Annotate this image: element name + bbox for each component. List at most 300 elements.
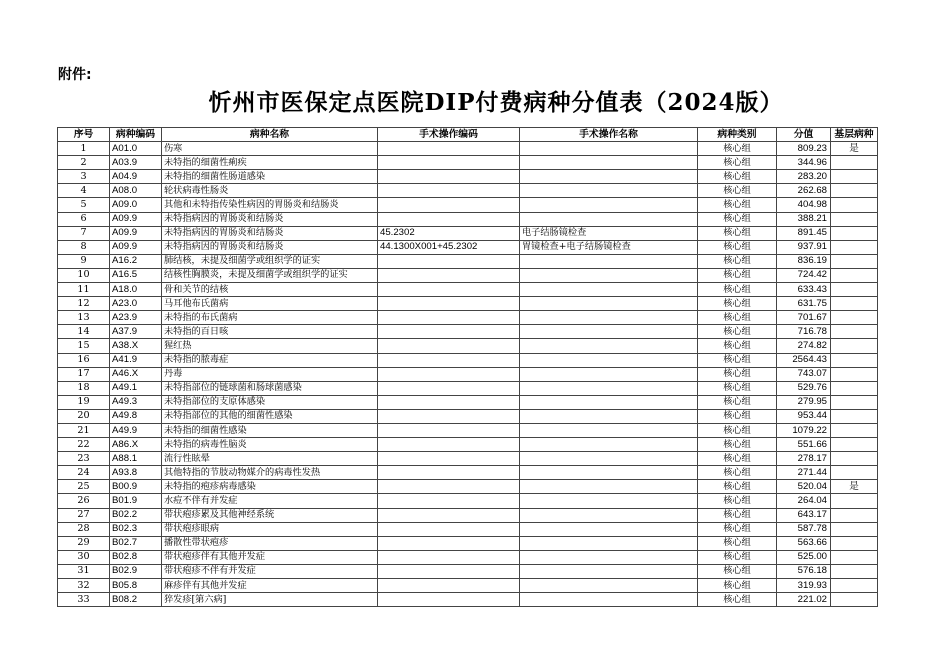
- cell-basic: [831, 283, 878, 297]
- cell-basic: [831, 409, 878, 423]
- cell-disease-name: 水痘不伴有并发症: [162, 494, 378, 508]
- cell-no: 24: [58, 466, 110, 480]
- cell-no: 32: [58, 579, 110, 593]
- cell-basic: [831, 297, 878, 311]
- cell-score: 701.67: [777, 311, 831, 325]
- cell-score: 953.44: [777, 409, 831, 423]
- table-row: [58, 254, 878, 268]
- cell-basic: 是: [831, 142, 878, 156]
- cell-basic: [831, 170, 878, 184]
- cell-op-name: [520, 142, 698, 156]
- cell-no: 20: [58, 409, 110, 423]
- cell-op-name: [520, 268, 698, 282]
- cell-disease-name: 其他和未特指传染性病因的胃肠炎和结肠炎: [162, 198, 378, 212]
- cell-score: 937.91: [777, 240, 831, 254]
- cell-disease-name: 未特指的脓毒症: [162, 353, 378, 367]
- cell-op-name: [520, 564, 698, 578]
- cell-op-code: [378, 325, 520, 339]
- cell-basic: [831, 494, 878, 508]
- cell-disease-code: B05.8: [110, 579, 162, 593]
- col-header-no: 序号: [58, 128, 110, 142]
- cell-category: 核心组: [698, 170, 777, 184]
- cell-op-code: [378, 212, 520, 226]
- cell-score: 633.43: [777, 283, 831, 297]
- cell-basic: [831, 381, 878, 395]
- table-row: [58, 423, 878, 437]
- cell-disease-name: 肺结核，未提及细菌学或组织学的证实: [162, 254, 378, 268]
- cell-category: 核心组: [698, 212, 777, 226]
- cell-category: 核心组: [698, 283, 777, 297]
- cell-score: 278.17: [777, 452, 831, 466]
- cell-disease-name: 伤寒: [162, 142, 378, 156]
- cell-op-code: [378, 593, 520, 607]
- cell-score: 404.98: [777, 198, 831, 212]
- cell-disease-code: A09.9: [110, 226, 162, 240]
- cell-basic: [831, 212, 878, 226]
- table-row: [58, 579, 878, 593]
- cell-op-code: [378, 311, 520, 325]
- cell-no: 14: [58, 325, 110, 339]
- cell-disease-name: 未特指病因的胃肠炎和结肠炎: [162, 240, 378, 254]
- cell-disease-code: A09.9: [110, 212, 162, 226]
- cell-score: 587.78: [777, 522, 831, 536]
- cell-disease-name: 猝发疹[第六病]: [162, 593, 378, 607]
- cell-op-code: [378, 198, 520, 212]
- cell-disease-code: A23.9: [110, 311, 162, 325]
- cell-basic: [831, 395, 878, 409]
- cell-no: 25: [58, 480, 110, 494]
- cell-no: 18: [58, 381, 110, 395]
- table-row: [58, 226, 878, 240]
- cell-op-code: [378, 381, 520, 395]
- cell-disease-name: 结核性胸膜炎，未提及细菌学或组织学的证实: [162, 268, 378, 282]
- document-title: 忻州市医保定点医院DIP付费病种分值表（2024版）: [208, 89, 784, 116]
- cell-no: 30: [58, 550, 110, 564]
- cell-disease-code: B00.9: [110, 480, 162, 494]
- table-row: [58, 198, 878, 212]
- cell-op-name: [520, 466, 698, 480]
- cell-category: 核心组: [698, 522, 777, 536]
- cell-category: 核心组: [698, 564, 777, 578]
- cell-disease-code: A23.0: [110, 297, 162, 311]
- cell-basic: [831, 339, 878, 353]
- cell-no: 33: [58, 593, 110, 607]
- table-row: [58, 395, 878, 409]
- cell-score: 344.96: [777, 156, 831, 170]
- cell-op-name: [520, 579, 698, 593]
- cell-category: 核心组: [698, 268, 777, 282]
- cell-no: 22: [58, 438, 110, 452]
- cell-score: 274.82: [777, 339, 831, 353]
- cell-score: 576.18: [777, 564, 831, 578]
- cell-disease-name: 未特指病因的胃肠炎和结肠炎: [162, 212, 378, 226]
- cell-score: 529.76: [777, 381, 831, 395]
- cell-score: 563.66: [777, 536, 831, 550]
- table-header-row: [58, 128, 878, 142]
- cell-disease-name: 未特指的疱疹病毒感染: [162, 480, 378, 494]
- col-header-score: 分值: [777, 128, 831, 142]
- cell-op-name: [520, 395, 698, 409]
- cell-disease-code: A16.2: [110, 254, 162, 268]
- cell-basic: [831, 423, 878, 437]
- cell-disease-name: 带状疱疹眼病: [162, 522, 378, 536]
- cell-disease-name: 未特指病因的胃肠炎和结肠炎: [162, 226, 378, 240]
- cell-disease-name: 带状疱疹累及其他神经系统: [162, 508, 378, 522]
- cell-score: 809.23: [777, 142, 831, 156]
- cell-basic: [831, 522, 878, 536]
- cell-category: 核心组: [698, 466, 777, 480]
- cell-op-name: [520, 311, 698, 325]
- cell-category: 核心组: [698, 395, 777, 409]
- cell-disease-name: 未特指部位的链球菌和肠球菌感染: [162, 381, 378, 395]
- cell-score: 716.78: [777, 325, 831, 339]
- cell-op-code: [378, 452, 520, 466]
- cell-no: 4: [58, 184, 110, 198]
- table-row: [58, 466, 878, 480]
- cell-op-code: [378, 522, 520, 536]
- cell-no: 16: [58, 353, 110, 367]
- cell-op-code: [378, 579, 520, 593]
- cell-score: 1079.22: [777, 423, 831, 437]
- cell-disease-name: 丹毒: [162, 367, 378, 381]
- cell-category: 核心组: [698, 184, 777, 198]
- cell-op-name: [520, 325, 698, 339]
- cell-op-code: 44.1300X001+45.2302: [378, 240, 520, 254]
- cell-basic: [831, 254, 878, 268]
- cell-score: 551.66: [777, 438, 831, 452]
- cell-no: 11: [58, 283, 110, 297]
- cell-disease-code: B02.8: [110, 550, 162, 564]
- cell-score: 388.21: [777, 212, 831, 226]
- cell-no: 13: [58, 311, 110, 325]
- cell-no: 7: [58, 226, 110, 240]
- cell-op-name: [520, 494, 698, 508]
- col-header-name: 病种名称: [162, 128, 378, 142]
- cell-op-name: [520, 508, 698, 522]
- cell-op-code: [378, 268, 520, 282]
- table-row: [58, 184, 878, 198]
- cell-disease-code: A49.9: [110, 423, 162, 437]
- cell-no: 19: [58, 395, 110, 409]
- cell-score: 743.07: [777, 367, 831, 381]
- cell-basic: [831, 240, 878, 254]
- cell-category: 核心组: [698, 198, 777, 212]
- cell-op-name: [520, 409, 698, 423]
- cell-disease-code: B08.2: [110, 593, 162, 607]
- cell-op-code: [378, 494, 520, 508]
- cell-op-code: [378, 409, 520, 423]
- cell-basic: 是: [831, 480, 878, 494]
- col-header-op-code: 手术操作编码: [378, 128, 520, 142]
- cell-category: 核心组: [698, 550, 777, 564]
- cell-score: 836.19: [777, 254, 831, 268]
- cell-disease-name: 骨和关节的结核: [162, 283, 378, 297]
- cell-op-name: [520, 367, 698, 381]
- cell-no: 3: [58, 170, 110, 184]
- cell-no: 26: [58, 494, 110, 508]
- cell-op-name: [520, 184, 698, 198]
- table-row: [58, 283, 878, 297]
- cell-op-code: 45.2302: [378, 226, 520, 240]
- cell-no: 9: [58, 254, 110, 268]
- cell-score: 525.00: [777, 550, 831, 564]
- cell-disease-name: 未特指部位的其他的细菌性感染: [162, 409, 378, 423]
- cell-op-code: [378, 254, 520, 268]
- table-row: [58, 311, 878, 325]
- cell-basic: [831, 311, 878, 325]
- cell-disease-code: A37.9: [110, 325, 162, 339]
- cell-category: 核心组: [698, 339, 777, 353]
- cell-op-name: [520, 423, 698, 437]
- cell-category: 核心组: [698, 579, 777, 593]
- cell-category: 核心组: [698, 480, 777, 494]
- cell-no: 28: [58, 522, 110, 536]
- cell-no: 29: [58, 536, 110, 550]
- cell-disease-name: 带状疱疹不伴有并发症: [162, 564, 378, 578]
- table-row: [58, 536, 878, 550]
- cell-op-name: [520, 212, 698, 226]
- cell-op-name: [520, 297, 698, 311]
- table-row: [58, 550, 878, 564]
- cell-disease-code: A49.3: [110, 395, 162, 409]
- attachment-label: 附件:: [58, 67, 92, 83]
- col-header-code: 病种编码: [110, 128, 162, 142]
- cell-disease-code: A01.0: [110, 142, 162, 156]
- cell-basic: [831, 156, 878, 170]
- cell-category: 核心组: [698, 156, 777, 170]
- table-row: [58, 522, 878, 536]
- cell-op-code: [378, 423, 520, 437]
- cell-op-name: [520, 550, 698, 564]
- cell-disease-name: 猩红热: [162, 339, 378, 353]
- cell-basic: [831, 536, 878, 550]
- cell-category: 核心组: [698, 452, 777, 466]
- cell-category: 核心组: [698, 226, 777, 240]
- cell-disease-code: A38.X: [110, 339, 162, 353]
- cell-disease-name: 播散性带状疱疹: [162, 536, 378, 550]
- cell-disease-code: A93.8: [110, 466, 162, 480]
- cell-basic: [831, 564, 878, 578]
- cell-disease-code: A09.9: [110, 240, 162, 254]
- cell-no: 15: [58, 339, 110, 353]
- table-row: [58, 564, 878, 578]
- cell-score: 891.45: [777, 226, 831, 240]
- cell-basic: [831, 508, 878, 522]
- cell-op-code: [378, 550, 520, 564]
- cell-disease-code: B01.9: [110, 494, 162, 508]
- cell-op-name: 胃镜检查+电子结肠镜检查: [520, 240, 698, 254]
- cell-no: 2: [58, 156, 110, 170]
- cell-disease-code: A88.1: [110, 452, 162, 466]
- cell-op-code: [378, 184, 520, 198]
- cell-basic: [831, 452, 878, 466]
- cell-score: 724.42: [777, 268, 831, 282]
- cell-op-code: [378, 142, 520, 156]
- cell-basic: [831, 184, 878, 198]
- cell-op-code: [378, 480, 520, 494]
- cell-basic: [831, 268, 878, 282]
- table-row: [58, 494, 878, 508]
- cell-no: 6: [58, 212, 110, 226]
- cell-disease-code: B02.9: [110, 564, 162, 578]
- table-row: [58, 367, 878, 381]
- cell-category: 核心组: [698, 353, 777, 367]
- cell-disease-name: 带状疱疹伴有其他并发症: [162, 550, 378, 564]
- cell-op-name: [520, 480, 698, 494]
- cell-disease-code: A04.9: [110, 170, 162, 184]
- cell-category: 核心组: [698, 325, 777, 339]
- cell-op-code: [378, 339, 520, 353]
- cell-disease-name: 未特指部位的支原体感染: [162, 395, 378, 409]
- cell-disease-code: A08.0: [110, 184, 162, 198]
- cell-category: 核心组: [698, 381, 777, 395]
- cell-score: 221.02: [777, 593, 831, 607]
- cell-disease-name: 未特指的病毒性脑炎: [162, 438, 378, 452]
- cell-score: 264.04: [777, 494, 831, 508]
- table-row: [58, 339, 878, 353]
- table-row: [58, 452, 878, 466]
- table-row: [58, 170, 878, 184]
- cell-no: 10: [58, 268, 110, 282]
- cell-op-code: [378, 466, 520, 480]
- table-row: [58, 212, 878, 226]
- table-row: [58, 593, 878, 607]
- table-row: [58, 325, 878, 339]
- cell-op-code: [378, 170, 520, 184]
- cell-score: 279.95: [777, 395, 831, 409]
- table-row: [58, 438, 878, 452]
- cell-no: 27: [58, 508, 110, 522]
- cell-score: 319.93: [777, 579, 831, 593]
- dip-score-table: [57, 127, 878, 607]
- cell-op-name: [520, 283, 698, 297]
- cell-basic: [831, 353, 878, 367]
- cell-basic: [831, 550, 878, 564]
- cell-category: 核心组: [698, 593, 777, 607]
- cell-op-name: [520, 522, 698, 536]
- cell-basic: [831, 226, 878, 240]
- cell-disease-code: A46.X: [110, 367, 162, 381]
- cell-op-code: [378, 156, 520, 170]
- cell-category: 核心组: [698, 240, 777, 254]
- table-row: [58, 240, 878, 254]
- cell-disease-code: A03.9: [110, 156, 162, 170]
- cell-category: 核心组: [698, 494, 777, 508]
- cell-op-name: [520, 438, 698, 452]
- cell-op-name: [520, 593, 698, 607]
- table-body: [58, 142, 878, 607]
- cell-op-code: [378, 564, 520, 578]
- cell-disease-name: 未特指的细菌性感染: [162, 423, 378, 437]
- cell-op-code: [378, 395, 520, 409]
- cell-disease-code: B02.7: [110, 536, 162, 550]
- table-row: [58, 508, 878, 522]
- cell-basic: [831, 325, 878, 339]
- table-row: [58, 142, 878, 156]
- cell-disease-name: 未特指的百日咳: [162, 325, 378, 339]
- cell-disease-code: A86.X: [110, 438, 162, 452]
- cell-op-name: [520, 536, 698, 550]
- cell-category: 核心组: [698, 254, 777, 268]
- cell-disease-name: 其他特指的节肢动物媒介的病毒性发热: [162, 466, 378, 480]
- cell-no: 17: [58, 367, 110, 381]
- cell-no: 1: [58, 142, 110, 156]
- cell-basic: [831, 367, 878, 381]
- cell-op-code: [378, 536, 520, 550]
- cell-basic: [831, 198, 878, 212]
- cell-basic: [831, 579, 878, 593]
- col-header-op-name: 手术操作名称: [520, 128, 698, 142]
- cell-score: 631.75: [777, 297, 831, 311]
- table-row: [58, 480, 878, 494]
- cell-no: 8: [58, 240, 110, 254]
- cell-disease-code: B02.2: [110, 508, 162, 522]
- cell-disease-code: A18.0: [110, 283, 162, 297]
- table-row: [58, 353, 878, 367]
- cell-op-name: [520, 156, 698, 170]
- cell-category: 核心组: [698, 438, 777, 452]
- cell-op-name: [520, 381, 698, 395]
- cell-score: 520.04: [777, 480, 831, 494]
- cell-no: 23: [58, 452, 110, 466]
- cell-no: 12: [58, 297, 110, 311]
- cell-score: 271.44: [777, 466, 831, 480]
- cell-no: 5: [58, 198, 110, 212]
- cell-op-code: [378, 297, 520, 311]
- cell-disease-code: A41.9: [110, 353, 162, 367]
- cell-category: 核心组: [698, 297, 777, 311]
- cell-op-code: [378, 367, 520, 381]
- cell-op-code: [378, 283, 520, 297]
- cell-no: 31: [58, 564, 110, 578]
- cell-score: 643.17: [777, 508, 831, 522]
- cell-score: 262.68: [777, 184, 831, 198]
- cell-disease-name: 麻疹伴有其他并发症: [162, 579, 378, 593]
- cell-op-name: [520, 170, 698, 184]
- cell-category: 核心组: [698, 142, 777, 156]
- cell-op-code: [378, 508, 520, 522]
- table-row: [58, 268, 878, 282]
- cell-op-name: 电子结肠镜检查: [520, 226, 698, 240]
- cell-disease-name: 未特指的细菌性痢疾: [162, 156, 378, 170]
- cell-basic: [831, 593, 878, 607]
- cell-disease-name: 马耳他布氏菌病: [162, 297, 378, 311]
- table-row: [58, 409, 878, 423]
- cell-disease-name: 流行性眩晕: [162, 452, 378, 466]
- table-row: [58, 156, 878, 170]
- cell-op-name: [520, 339, 698, 353]
- cell-score: 283.20: [777, 170, 831, 184]
- cell-category: 核心组: [698, 311, 777, 325]
- cell-category: 核心组: [698, 367, 777, 381]
- cell-disease-code: A09.0: [110, 198, 162, 212]
- cell-op-name: [520, 254, 698, 268]
- cell-category: 核心组: [698, 423, 777, 437]
- cell-op-name: [520, 353, 698, 367]
- cell-op-name: [520, 452, 698, 466]
- cell-op-code: [378, 438, 520, 452]
- cell-disease-name: 轮状病毒性肠炎: [162, 184, 378, 198]
- cell-no: 21: [58, 423, 110, 437]
- cell-basic: [831, 466, 878, 480]
- cell-category: 核心组: [698, 409, 777, 423]
- cell-disease-code: B02.3: [110, 522, 162, 536]
- cell-score: 2564.43: [777, 353, 831, 367]
- cell-op-name: [520, 198, 698, 212]
- table-row: [58, 297, 878, 311]
- col-header-basic: 基层病种: [831, 128, 878, 142]
- cell-disease-name: 未特指的细菌性肠道感染: [162, 170, 378, 184]
